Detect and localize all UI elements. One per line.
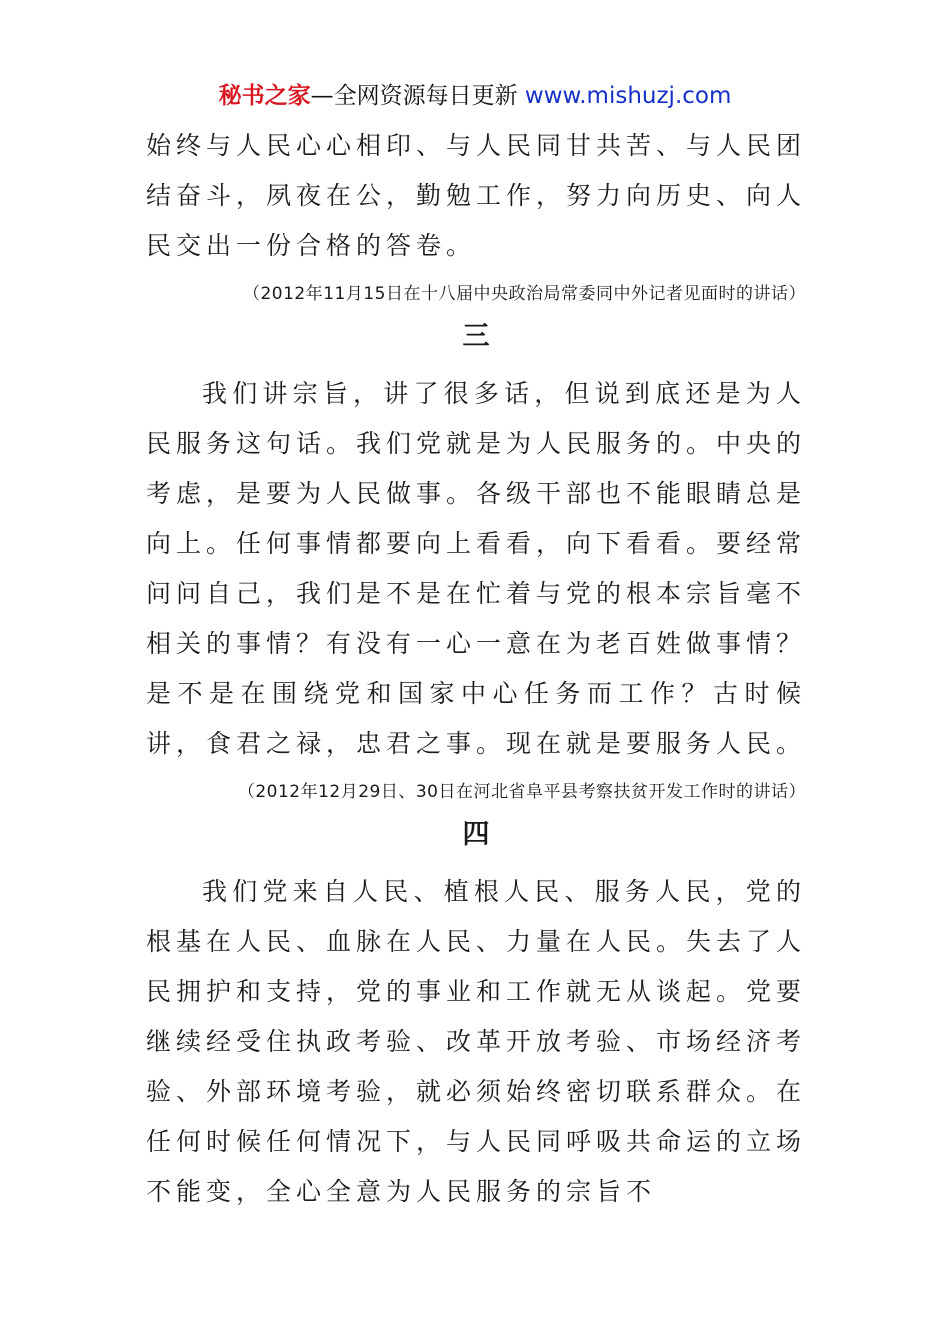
source-note: （2012年12月29日、30日在河北省阜平县考察扶贫开发工作时的讲话） [237,782,806,802]
paragraph: 我们讲宗旨，讲了很多话，但说到底还是为人民服务这句话。我们党就是为人民服务的。中央的考虑，是要为人民做事。各级干部也不能眼睛总是向上。任何事情都要向上看看，向下看看。要经常问问自己，我们是不是在忙着与党的根本宗旨毫不相关的事情？有没有一心一意在为老百姓做事情？是不是在围绕党和国家中心任务而工作？古时候讲，食君之禄，忠君之事。现在就是要服务人民。 [146,379,807,758]
document-body [146,121,806,1217]
paragraph-continued: 始终与人民心心相印、与人民同甘共苦、与人民团结奋斗，夙夜在公，勤勉工作，努力向历史、向人民交出一份合格的答卷。 [146,131,807,260]
section-heading-4: 四 [462,819,490,850]
site-header [0,80,950,112]
section-heading-3: 三 [462,321,490,352]
brand-name: 秘书之家 [218,83,311,109]
header-tagline: —全网资源每日更新 [310,83,525,109]
paragraph: 我们党来自人民、植根人民、服务人民，党的根基在人民、血脉在人民、力量在人民。失去了人民拥护和支持，党的事业和工作就无从谈起。党要继续经受住执政考验、改革开放考验、市场经济考验、外部环境考验，就必须始终密切联系群众。在任何时候任何情况下，与人民同呼吸共命运的立场不能变，全心全意为人民服务的宗旨不 [146,877,807,1206]
source-note: （2012年11月15日在十八届中央政治局常委同中外记者见面时的讲话） [242,284,806,304]
site-url[interactable]: www.mishuzj.com [524,83,732,109]
